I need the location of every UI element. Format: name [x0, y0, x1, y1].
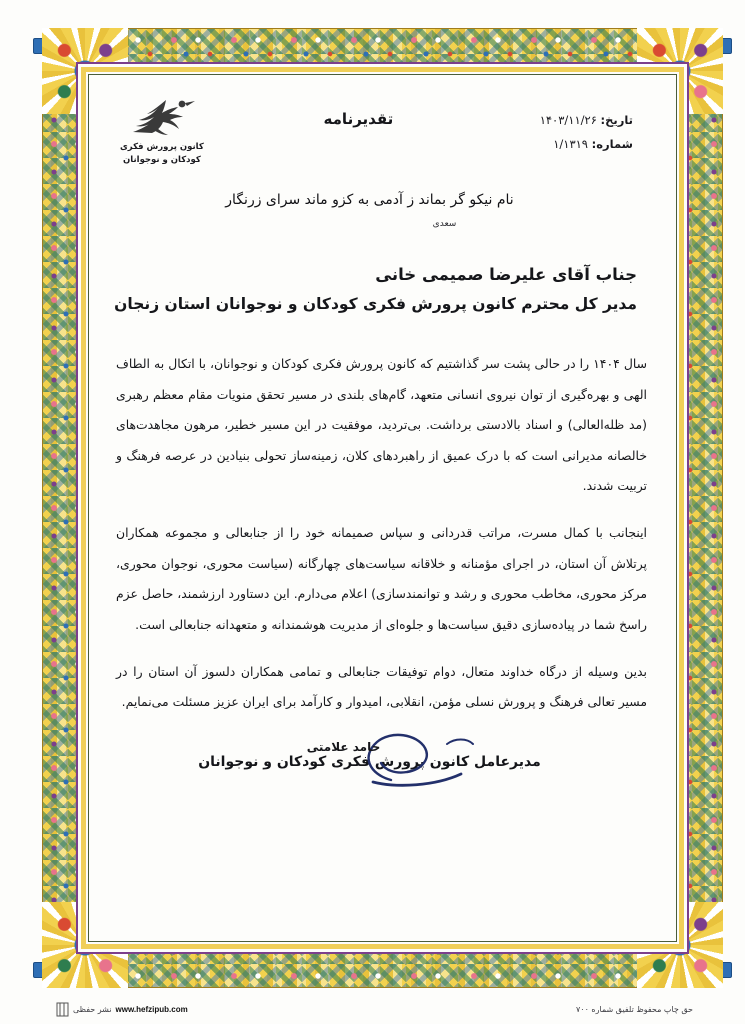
logo-line-2: کودکان و نوجوانان [123, 155, 201, 166]
number-row [513, 132, 633, 156]
date-label: تاریخ: [600, 113, 633, 127]
footer-publisher: نشر حفظی [73, 1004, 112, 1014]
number-value: ۱/۱۳۱۹ [553, 137, 588, 152]
body-paragraph: اینجانب با کمال مسرت، مراتب قدردانی و سپاس صمیمانه خود را از جنابعالی و مجموعه همکاران پرتلاش آن استان، در اجرای مؤمنانه و خلاقانه سیاست‌های چهارگانه (سیاست محوری، نوجوان محوری، مرکز محوری، مخاطب محوری و رشد و توانمندسازی) اعلام می‌دارم. این دستاورد ارزشمند، حاصل عزم راسخ شما در پیاده‌سازی دقیق سیاست‌ها و جلوه‌ای از مدیریت هوشمندانه و متعهدانه جنابعالی است. [116, 525, 647, 632]
handwritten-signature-icon [351, 722, 501, 792]
addressee-block [114, 259, 637, 320]
kanoon-bird-logo-icon [125, 96, 199, 140]
letter-body [116, 349, 647, 717]
signatory-name: حامد علامتی [306, 739, 381, 754]
date-row [513, 108, 633, 132]
footer-publisher-group [56, 1001, 188, 1017]
footer-copyright: حق چاپ محفوظ تلفیق شماره ۷۰۰ [576, 1004, 693, 1014]
verse-text: نام نیکو گر بماند ز آدمی به کزو ماند سرای زرنگار [225, 191, 514, 208]
date-value: ۱۴۰۳/۱۱/۲۶ [539, 113, 597, 127]
number-label: شماره: [591, 137, 633, 152]
book-icon [56, 1001, 69, 1017]
page-title: تقدیرنامه [323, 110, 394, 128]
addressee-title: مدیر کل محترم کانون پرورش فکری کودکان و نوجوانان استان زنجان [114, 294, 637, 313]
page-footer [0, 996, 745, 1022]
epigraph-verse [114, 187, 625, 233]
logo-line-1: کانون پرورش فکری [120, 142, 204, 152]
header-bar [114, 92, 651, 167]
footer-url[interactable]: www.hefzipub.com [115, 1004, 188, 1014]
certificate-body [92, 78, 673, 938]
signature-block [114, 736, 651, 770]
body-paragraph: بدین وسیله از درگاه خداوند متعال، دوام توفیقات جنابعالی و تمامی همکاران دلسوز آن استان را در مسیر تعالی فرهنگ و پرورش نسلی مؤمن، انقلابی، امیدوار و کارآمد برای ایران عزیز مسئلت می‌نمایم. [116, 663, 647, 710]
signatory-title: مدیرعامل کانون پرورش فکری کودکان و نوجوانان [198, 753, 541, 770]
organization-logo [114, 92, 204, 167]
body-paragraph: سال ۱۴۰۴ را در حالی پشت سر گذاشتیم که کانون پرورش فکری کودکان و نوجوانان، با اتکال به الطاف الهی و بهره‌گیری از توان نیروی انسانی متعهد، گام‌های بلندی در مسیر تحقق منویات مقام معظم رهبری (مد ظله‌العالی) و اسناد بالادستی برداشت. بی‌تردید، موفقیت در این مسیر خطیر، مرهون مجاهدت‌های خالصانه مدیرانی است که با درک عمیق از راهبردهای کلان، زمینه‌ساز تحولی بنیادین در عرصه فرهنگ و تربیت شدند. [116, 356, 647, 493]
verse-poet: سعدی [432, 218, 457, 229]
document-meta [513, 92, 651, 156]
addressee-name: جناب آقای علیرضا صمیمی خانی [375, 264, 637, 284]
inner-frame [76, 62, 689, 954]
